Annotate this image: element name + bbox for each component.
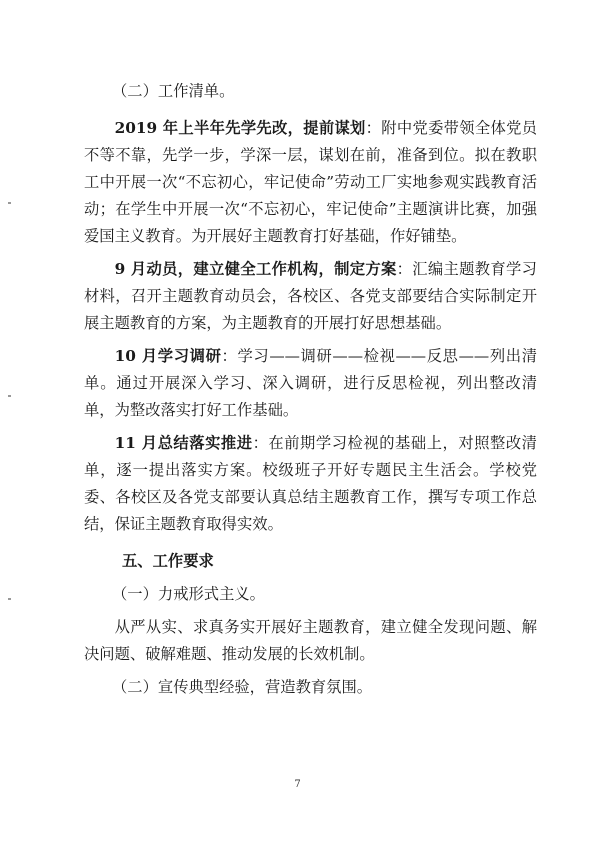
- paragraph-body: ：学习——调研——检视——反思——列出清单。通过开展深入学习、深入调研，进行反思检视，列出整改清单，为整改落实打好工作基础。: [84, 347, 537, 419]
- paragraph-lead: 9 月动员，建立健全工作机构，制定方案: [114, 260, 397, 278]
- heading-work-list: （二）工作清单。: [112, 82, 235, 100]
- scan-margin-mark: [8, 202, 11, 204]
- subheading-1: （一）力戒形式主义。: [112, 585, 265, 603]
- paragraph-lead: 2019 年上半年先学先改，提前谋划: [114, 119, 366, 137]
- scan-margin-mark: [8, 598, 11, 600]
- page-number: 7: [294, 779, 301, 790]
- scan-margin-mark: [8, 395, 11, 397]
- section-title-five: 五、工作要求: [122, 552, 214, 570]
- paragraph-item-1: [84, 115, 537, 250]
- paragraph-lead: 11 月总结落实推进: [114, 434, 253, 452]
- paragraph-item-4: [84, 430, 537, 538]
- paragraph-lead: 10 月学习调研: [114, 347, 222, 365]
- paragraph-item-2: [84, 256, 537, 337]
- paragraph-body: ：汇编主题教育学习材料，召开主题教育动员会，各校区、各党支部要结合实际制定开展主题教育的方案，为主题教育的开展打好思想基础。: [84, 260, 537, 332]
- paragraph-body: ：附中党委带领全体党员不等不靠，先学一步，学深一层，谋划在前，准备到位。拟在教职工中开展一次“不忘初心，牢记使命”劳动工厂实地参观实践教育活动；在学生中开展一次“不忘初心，牢记使命”主题演讲比赛，加强爱国主义教育。为开展好主题教育打好基础，作好铺垫。: [84, 119, 537, 245]
- paragraph-item-3: [84, 343, 537, 424]
- paragraph-body: ：在前期学习检视的基础上，对照整改清单，逐一提出落实方案。校级班子开好专题民主生活会。学校党委、各校区及各党支部要认真总结主题教育工作，撰写专项工作总结，保证主题教育取得实效。: [84, 434, 537, 533]
- subheading-2: （二）宣传典型经验，营造教育氛围。: [112, 678, 373, 696]
- paragraph-sub1: 从严从实、求真务实开展好主题教育，建立健全发现问题、解决问题、破解难题、推动发展的长效机制。: [84, 618, 537, 663]
